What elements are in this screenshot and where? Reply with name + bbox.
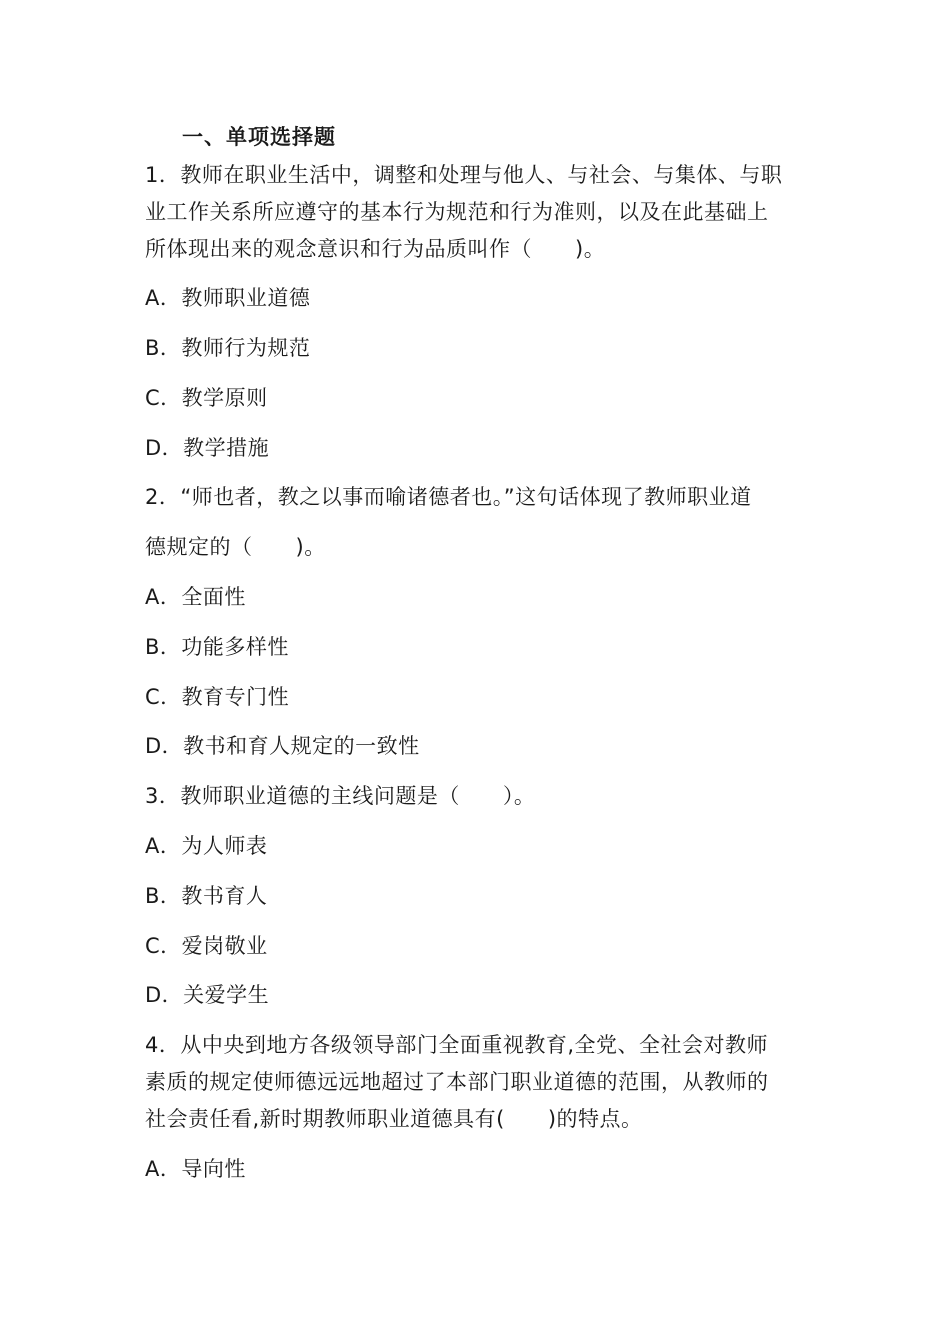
- section-title: 一、单项选择题: [182, 125, 336, 149]
- question-4-line-2: 素质的规定使师德远远地超过了本部门职业道德的范围，从教师的: [145, 1070, 769, 1094]
- question-2-option-d: D．教书和育人规定的一致性: [145, 734, 420, 758]
- question-1-option-b: B．教师行为规范: [145, 336, 311, 360]
- question-3-line-1: 3．教师职业道德的主线问题是（ ）。: [145, 784, 536, 808]
- question-2-option-c: C．教育专门性: [145, 685, 290, 709]
- question-4-line-1: 4．从中央到地方各级领导部门全面重视教育,全党、全社会对教师: [145, 1033, 769, 1057]
- question-3-option-b: B．教书育人: [145, 884, 268, 908]
- question-1-option-a: A．教师职业道德: [145, 286, 311, 310]
- question-4-line-3: 社会责任看,新时期教师职业道德具有( )的特点。: [145, 1107, 643, 1131]
- question-1-line-3: 所体现出来的观念意识和行为品质叫作（ )。: [145, 237, 606, 261]
- question-3-option-d: D．关爱学生: [145, 983, 270, 1007]
- question-1-option-c: C．教学原则: [145, 386, 268, 410]
- question-3-option-a: A．为人师表: [145, 834, 268, 858]
- question-2-line-1: 2．“师也者，教之以事而喻诸德者也。”这句话体现了教师职业道: [145, 485, 752, 509]
- question-3-option-c: C．爱岗敬业: [145, 934, 268, 958]
- question-1-line-2: 业工作关系所应遵守的基本行为规范和行为准则，以及在此基础上: [145, 200, 769, 224]
- question-1-line-1: 1．教师在职业生活中，调整和处理与他人、与社会、与集体、与职: [145, 163, 783, 187]
- question-2-option-b: B．功能多样性: [145, 635, 289, 659]
- question-4-option-a: A．导向性: [145, 1157, 246, 1181]
- question-1-option-d: D．教学措施: [145, 436, 270, 460]
- question-2-line-2: 德规定的（ )。: [145, 535, 326, 559]
- question-2-option-a: A．全面性: [145, 585, 246, 609]
